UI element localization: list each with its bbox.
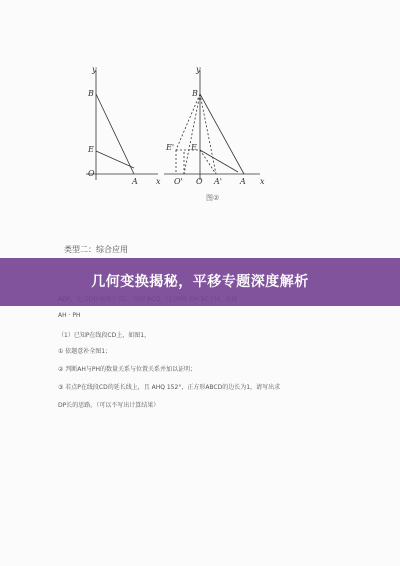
segment-EA — [96, 151, 134, 168]
label-A2: A — [240, 177, 246, 186]
label-A: A — [132, 177, 138, 186]
segment-BA-two — [200, 94, 244, 174]
text-line-6: ③ 若点P在线段CD的延长线上，且 AHQ 152°，正方形ABCD的边长为1，请写出求 — [58, 384, 281, 391]
dashed-BO-prime — [184, 94, 200, 174]
label-O: O — [88, 169, 95, 178]
dashed-lines — [176, 94, 216, 174]
dashed-BA-prime — [200, 94, 216, 174]
text-line-2: AH · PH — [58, 312, 81, 319]
figure-two — [164, 70, 260, 180]
title-banner — [0, 258, 400, 306]
geometry-figure — [78, 62, 278, 212]
label-E: E — [88, 145, 94, 154]
label-A-prime: A' — [214, 177, 222, 186]
label-B: B — [88, 89, 94, 98]
figure-one — [86, 70, 158, 180]
text-line-7: DP长的思路。（可以不写出计算结果） — [58, 402, 160, 409]
label-E2: E — [191, 143, 197, 152]
label-O-prime: O' — [174, 177, 183, 186]
figure-caption: 图② — [206, 194, 220, 202]
banner-title: 几何变换揭秘，平移专题深度解析 — [91, 274, 309, 290]
label-y1: y — [92, 65, 97, 74]
text-line-3: （1）已知P在线段CD上，如图1， — [58, 332, 151, 339]
segment-BA — [96, 94, 134, 174]
text-line-4: ① 依题意补全图1； — [58, 348, 112, 355]
label-E-prime: E' — [166, 143, 175, 152]
section-title: 类型二：综合应用 — [64, 245, 128, 254]
label-y2: y — [196, 65, 201, 74]
label-O2: O — [196, 177, 203, 186]
label-B2: B — [192, 89, 198, 98]
dashed-BE-prime — [176, 94, 200, 150]
text-line-5: ② 判断AH与PH的数量关系与位置关系并加以证明； — [58, 366, 197, 373]
label-x1: x — [156, 177, 161, 186]
label-x2: x — [260, 177, 265, 186]
